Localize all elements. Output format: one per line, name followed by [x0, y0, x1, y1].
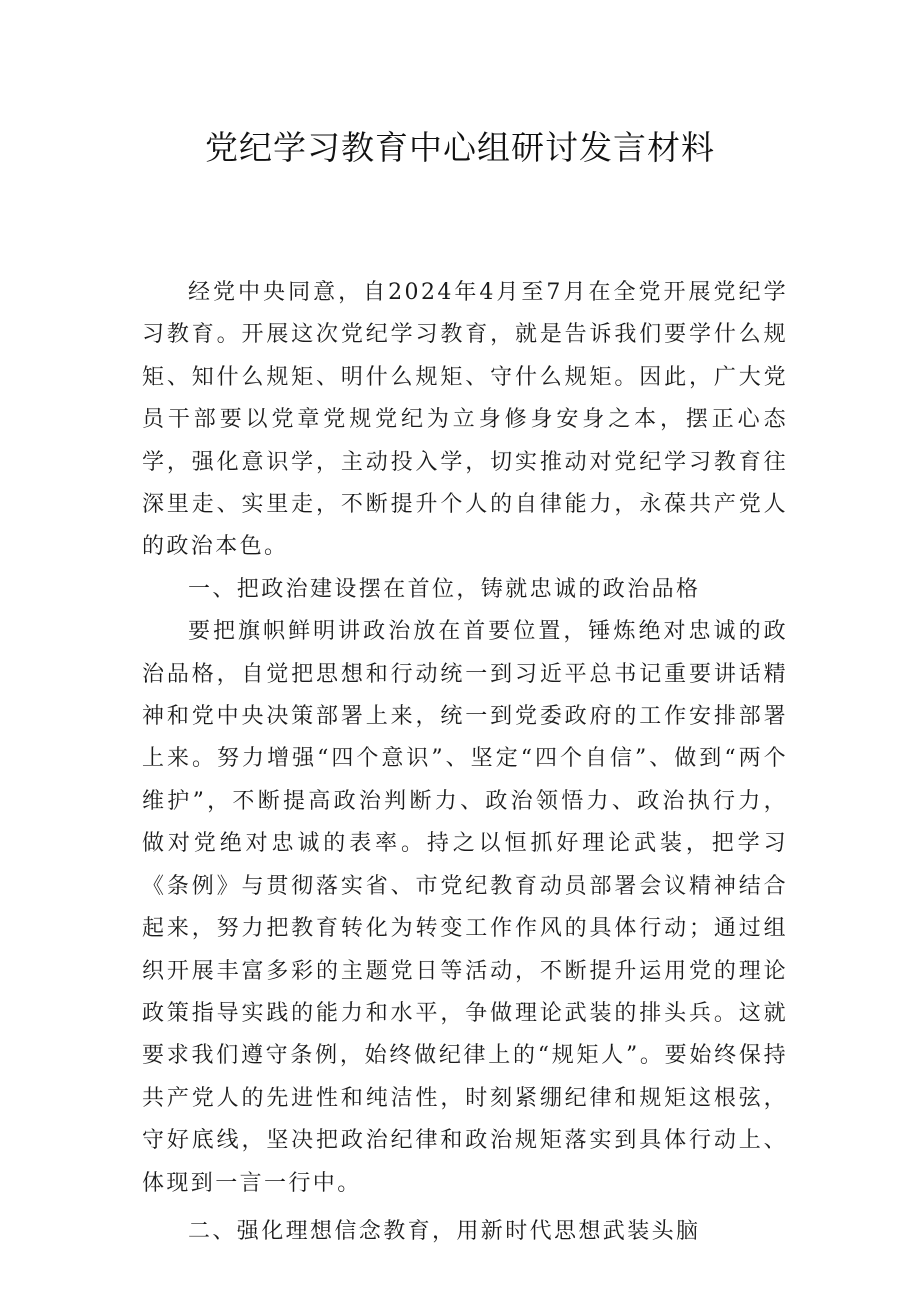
document-title: 党纪学习教育中心组研讨发言材料: [205, 128, 715, 167]
section-1-paragraph: 要把旗帜鲜明讲政治放在首要位置，锤炼绝对忠诚的政治品格，自觉把思想和行动统一到习近平总书记重要讲话精神和党中央决策部署上来，统一到党委政府的工作安排部署上来。努力增强“四个意识”、坚定“四个自信”、做到“两个维护”，不断提高政治判断力、政治领悟力、政治执行力，做对党绝对忠诚的表率。持之以恒抓好理论武装，把学习《条例》与贯彻落实省、市党纪教育动员部署会议精神结合起来，努力把教育转化为转变工作作风的具体行动；通过组织开展丰富多彩的主题党日等活动，不断提升运用党的理论政策指导实践的能力和水平，争做理论武装的排头兵。这就要求我们遵守条例，始终做纪律上的“规矩人”。要始终保持共产党人的先进性和纯洁性，时刻紧绷纪律和规矩这根弦，守好底线，坚决把政治纪律和政治规矩落实到具体行动上、体现到一言一行中。: [142, 619, 788, 1196]
section-heading-2: 二、强化理想信念教育，用新时代思想武装头脑: [188, 1218, 701, 1244]
section-heading-1: 一、把政治建设摆在首位，铸就忠诚的政治品格: [188, 576, 701, 602]
intro-paragraph: 经党中央同意，自2024年4月至7月在全党开展党纪学习教育。开展这次党纪学习教育，就是告诉我们要学什么规矩、知什么规矩、明什么规矩、守什么规矩。因此，广大党员干部要以党章党规党纪为立身修身安身之本，摆正心态学，强化意识学，主动投入学，切实推动对党纪学习教育往深里走、实里走，不断提升个人的自律能力，永葆共产党人的政治本色。: [142, 280, 788, 560]
document-body: [142, 272, 788, 1253]
